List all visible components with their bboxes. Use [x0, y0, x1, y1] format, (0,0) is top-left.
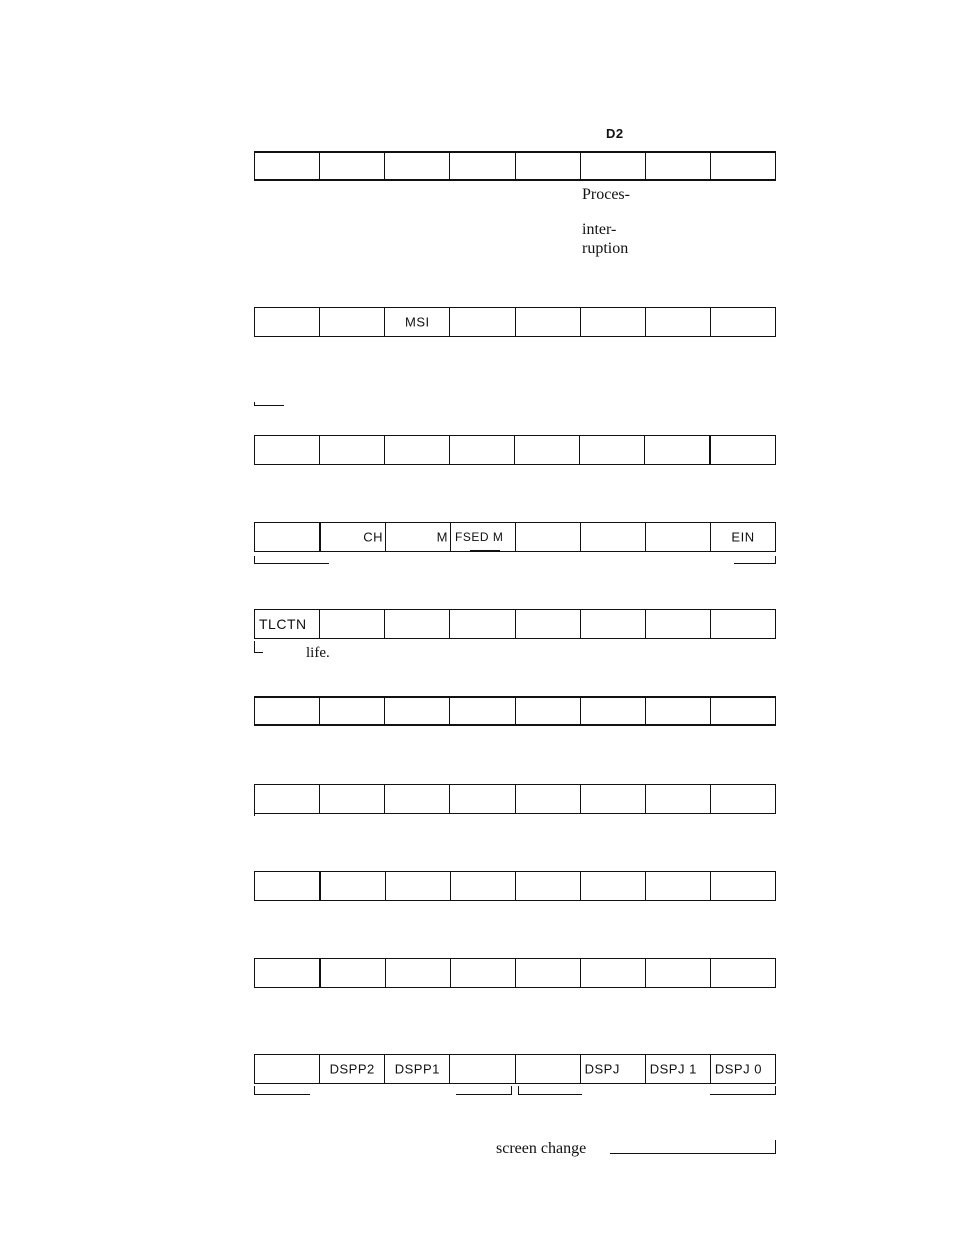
bracket-tick	[775, 556, 776, 564]
bit-cell	[320, 1055, 385, 1083]
note-ruption: ruption	[582, 240, 629, 257]
bit-label: EIN	[731, 529, 755, 545]
bit-cell	[451, 523, 516, 551]
note-proces: Proces-	[582, 186, 630, 203]
bit-cell	[255, 523, 321, 551]
bit-label: DSPP1	[394, 1061, 440, 1077]
bit-cell	[255, 698, 320, 724]
bit-label: M	[436, 529, 448, 545]
bit-label: DSPP2	[329, 1061, 375, 1077]
register-row-3	[254, 435, 776, 465]
bracket-tick	[775, 1086, 776, 1095]
bit-cell	[516, 785, 581, 813]
register-row-9	[254, 958, 776, 988]
bit-label: CH	[363, 529, 383, 545]
bit-cell	[646, 959, 711, 987]
underline	[470, 550, 500, 551]
bit-cell	[711, 610, 776, 638]
bit-cell	[450, 1055, 515, 1083]
bit-cell	[711, 698, 776, 724]
bit-cell	[581, 523, 646, 551]
bit-cell	[385, 308, 450, 336]
bit-cell	[516, 153, 581, 179]
bit-cell	[320, 436, 385, 464]
bit-cell	[711, 523, 776, 551]
bit-cell	[385, 153, 450, 179]
bracket-tick	[518, 1086, 519, 1095]
bit-cell	[385, 1055, 450, 1083]
note-life: life.	[306, 645, 330, 661]
note-screen-change: screen change	[496, 1140, 587, 1157]
bit-cell	[711, 153, 776, 179]
bit-cell	[581, 872, 646, 900]
bracket-line	[254, 652, 263, 653]
bit-cell	[451, 959, 516, 987]
bit-cell	[320, 785, 385, 813]
bit-cell	[711, 1055, 776, 1083]
bit-cell	[450, 153, 515, 179]
bit-cell	[255, 959, 321, 987]
bit-cell	[320, 153, 385, 179]
bit-cell	[321, 872, 386, 900]
bracket-tick	[511, 1086, 512, 1095]
bracket-tick	[254, 810, 255, 816]
bit-cell	[385, 436, 450, 464]
bit-cell	[516, 308, 581, 336]
bit-cell	[255, 308, 320, 336]
register-row-1	[254, 151, 776, 181]
register-row-2	[254, 307, 776, 337]
bit-cell	[581, 153, 646, 179]
bit-cell	[581, 698, 646, 724]
bit-cell	[255, 610, 320, 638]
bit-cell	[450, 436, 515, 464]
bit-cell	[711, 436, 776, 464]
bracket-line	[734, 563, 776, 564]
register-row-5	[254, 609, 776, 639]
bit-cell	[385, 698, 450, 724]
bit-cell	[711, 959, 776, 987]
bit-cell	[450, 698, 515, 724]
register-row-7	[254, 784, 776, 814]
bit-cell	[450, 610, 515, 638]
bit-cell	[321, 959, 386, 987]
bit-cell	[516, 872, 581, 900]
bit-cell	[646, 785, 711, 813]
bracket-tick	[775, 1140, 776, 1154]
bit-cell	[515, 436, 580, 464]
bracket-line	[254, 563, 329, 564]
bit-cell	[646, 698, 711, 724]
bit-cell	[255, 785, 320, 813]
bit-cell	[385, 610, 450, 638]
bit-cell	[516, 1055, 581, 1083]
note-inter: inter-	[582, 221, 617, 238]
register-row-6	[254, 696, 776, 726]
bracket-line	[518, 1094, 582, 1095]
bit-cell	[385, 785, 450, 813]
bit-cell	[255, 1055, 320, 1083]
bit-cell	[255, 153, 320, 179]
bit-cell	[711, 308, 776, 336]
bit-cell	[320, 308, 385, 336]
bit-cell	[255, 872, 321, 900]
bit-cell	[646, 308, 711, 336]
bit-label: FSED M	[455, 530, 504, 544]
bracket-line	[610, 1153, 776, 1154]
bracket-line	[254, 1094, 310, 1095]
bit-cell	[646, 872, 711, 900]
bit-cell	[516, 959, 581, 987]
bit-cell	[516, 610, 581, 638]
bracket-tick	[254, 1086, 255, 1095]
bit-cell	[450, 785, 515, 813]
bit-cell	[581, 959, 646, 987]
bit-cell	[516, 523, 581, 551]
bit-cell	[711, 872, 776, 900]
bit-cell	[581, 785, 646, 813]
bit-cell	[386, 872, 451, 900]
bit-cell	[581, 610, 646, 638]
register-row-4	[254, 522, 776, 552]
bit-cell	[646, 1055, 711, 1083]
bit-cell	[646, 153, 711, 179]
bracket-line	[456, 1094, 512, 1095]
bit-cell	[646, 610, 711, 638]
bit-label: DSPJ 0	[714, 1061, 762, 1077]
bit-label: TLCTN	[259, 616, 307, 632]
bit-cell	[386, 523, 451, 551]
bit-cell	[646, 523, 711, 551]
register-row-10	[254, 1054, 776, 1084]
bit-cell	[581, 1055, 646, 1083]
bit-cell	[320, 698, 385, 724]
bit-cell	[451, 872, 516, 900]
bit-cell	[516, 698, 581, 724]
bit-cell	[255, 436, 320, 464]
bracket-line	[710, 1094, 775, 1095]
bit-cell	[386, 959, 451, 987]
bit-label: MSI	[405, 314, 430, 330]
bit-cell	[580, 436, 645, 464]
bit-label: DSPJ	[584, 1061, 620, 1077]
bit-label-d2: D2	[606, 126, 624, 141]
bit-cell	[321, 523, 386, 551]
bit-label: DSPJ 1	[649, 1061, 697, 1077]
bit-cell	[450, 308, 515, 336]
bracket-tick	[254, 556, 255, 564]
bracket-tick	[254, 402, 255, 406]
bit-cell	[320, 610, 385, 638]
bit-cell	[581, 308, 646, 336]
bracket-line	[254, 405, 284, 406]
register-row-8	[254, 871, 776, 901]
bit-cell	[645, 436, 711, 464]
bit-cell	[711, 785, 776, 813]
